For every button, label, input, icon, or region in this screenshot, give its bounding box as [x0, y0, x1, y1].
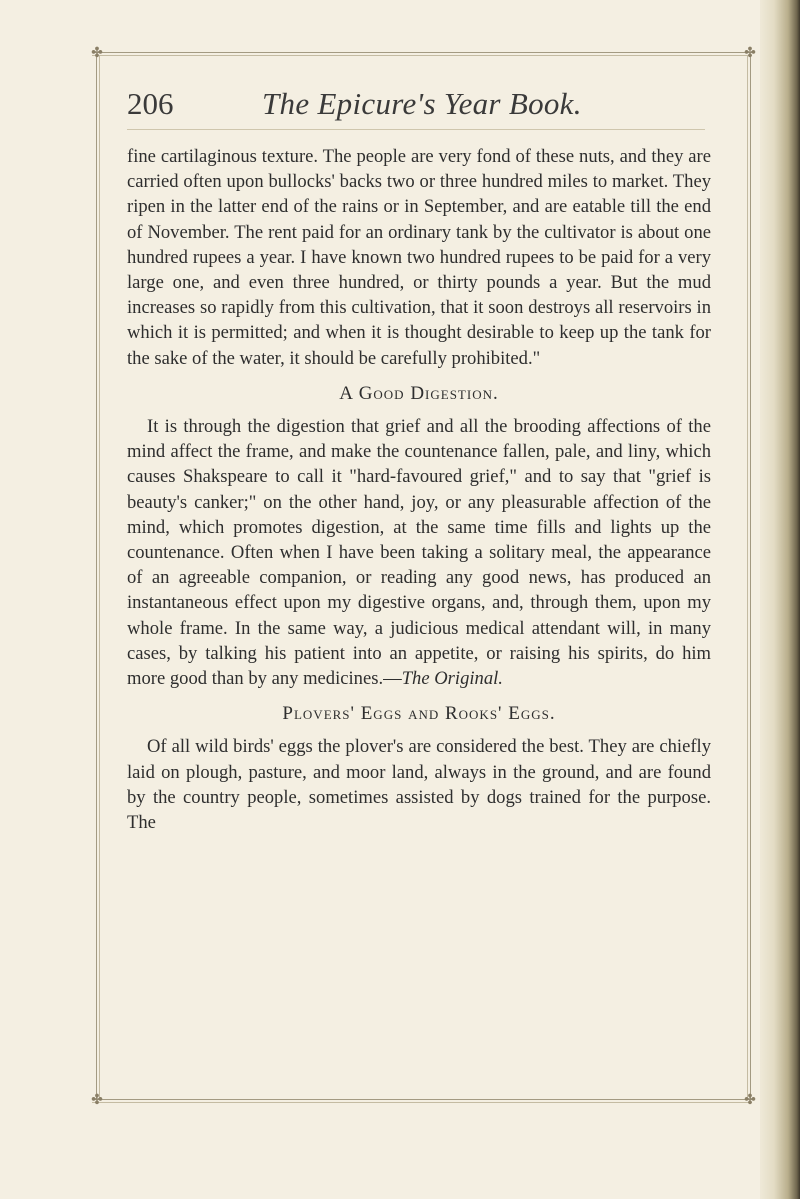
section-heading: A Good Digestion. — [339, 382, 499, 404]
frame-right-rule-inner — [747, 56, 748, 1100]
frame-top-rule — [92, 52, 752, 53]
paragraph — [127, 414, 711, 691]
corner-ornament-icon: ✤ — [744, 45, 756, 61]
corner-ornament-icon: ✤ — [91, 1092, 103, 1108]
frame-left-rule-inner — [99, 56, 100, 1100]
corner-ornament-icon: ✤ — [91, 45, 103, 61]
page-header — [127, 86, 727, 126]
frame-right-rule — [750, 56, 751, 1100]
page-spine-shadow — [760, 0, 800, 1199]
paragraph-text: It is through the digestion that grief and all the brooding affections of the mind affect the frame, and make the countenance fallen, pale, and liny, which causes Shakspeare to call it "hard-favoured grief," and to say that "grief is beauty's canker;" on the other hand, joy, or any pleasurable affection of the mind, which promotes digestion, at the same time fills and lights up the countenance. Often when I have been taking a solitary meal, the appearance of an agreeable companion, or reading any good news, has produced an instantaneous effect upon my digestive organs, and, through them, upon my whole frame. In the same way, a judicious medical attendant will, in many cases, by talking his patient into an appetite, or raising his spirits, do him more good than by any medicines.— — [127, 416, 711, 690]
paragraph-continuation: fine cartilaginous texture. The people are very fond of these nuts, and they are carried often upon bullocks' backs two or three hundred miles to market. They ripen in the latter end of the rains or in September, and are eatable till the end of November. The rent paid for an ordinary tank by the cultivator is about one hundred rupees a year. I have known two hundred rupees to be paid for a very large one, and even three hundred, or thirty pounds a year. But the mud increases so rapidly from this cultivation, that it soon destroys all reservoirs in which it is permitted; and when it is thought desirable to keep up the tank for the sake of the water, it should be carefully prohibited." — [127, 146, 711, 369]
page-number: 206 — [127, 86, 174, 121]
paragraph: Of all wild birds' eggs the plover's are considered the best. They are chiefly laid on plough, pasture, and moor land, always in the ground, and are found by the country people, sometimes assisted by dogs trained for the purpose. The — [127, 736, 711, 834]
page-body — [127, 144, 711, 835]
section-heading: Plovers' Eggs and Rooks' Eggs. — [282, 703, 556, 725]
header-rule — [127, 129, 705, 130]
frame-top-rule-inner — [92, 55, 752, 56]
source-citation: The Original. — [401, 668, 503, 690]
running-title: The Epicure's Year Book. — [262, 86, 582, 121]
corner-ornament-icon: ✤ — [744, 1092, 756, 1108]
frame-left-rule — [96, 56, 97, 1100]
frame-bottom-rule — [92, 1099, 752, 1100]
frame-bottom-rule-inner — [92, 1102, 752, 1103]
